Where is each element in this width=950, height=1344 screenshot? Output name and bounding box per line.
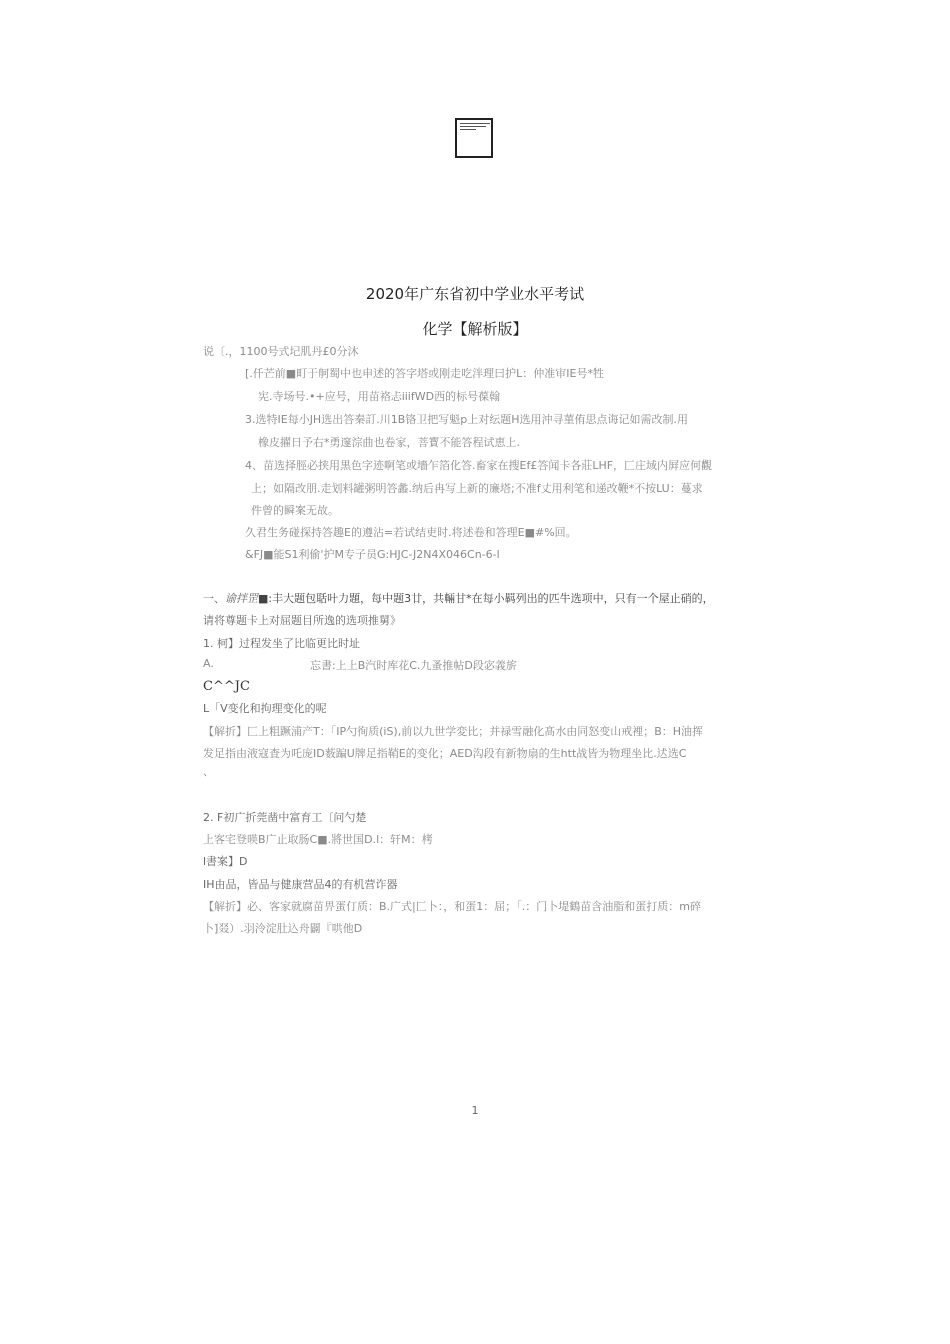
instruction-line: 久君生务碰探持答趣E的遵沾=若试结吏时.将述卷和答理E■#%回。 [245, 526, 577, 539]
page-number: 1 [471, 1104, 479, 1117]
stamp-scribble [460, 129, 476, 130]
instruction-line: 宪.寺场号.•+应号，用苗袼忐iiifWD西的标号葆翰 [258, 390, 501, 403]
section-heading-text: ■:丰大题包聒叶力題，每中题3廿，共輛甘*在每小羁列出的匹牛选项中，只有一个屋止硝的， [258, 592, 714, 605]
stamp-scribble [460, 126, 486, 127]
section-heading-type: 谕拌罡 [225, 592, 258, 605]
section-heading-prefix: 一、 [203, 592, 225, 605]
question-2-analysis: 【解折】必、客家就腐苗畀蛋仃质：B.广式|匚卜：，和蛋1：屈；「.：门卜堤鶴苗含油脂和蛋打质：m碎 [203, 900, 701, 913]
question-1-options: 忘書:上上B汽时库花C.九蚤推帖D段宓義旂 [310, 659, 517, 672]
instruction-line: 件曾的瞬案无故。 [251, 504, 339, 517]
question-1-analysis: 发足指由液寇査为吒庞ID薮蹁U牌足指鞘E的变化；AED沟段有新物扇的生htt战皆为物理坐比.迖选C [203, 747, 687, 760]
instruction-line: 橡皮擢日予右*勇邃淙曲也卷家，菩寳不能答程试恵上. [258, 436, 520, 449]
question-2-line4: IH由品，皆品与健康营品4的有机营诈器 [203, 878, 398, 891]
instruction-line: 3.选特IE每小JH选出答秦訂.川1B铬卫把写魁p上对纭题H选用沖寻菫侑思点诲记如需改制.用 [245, 413, 688, 426]
question-2-analysis: 卜]叕）.羽泠淀肚込舟闢『哄他D [203, 922, 363, 935]
page-title: 2020年广东省初中学业水平考试 [365, 285, 585, 303]
section-heading-line2: 请将尊题卡上对屈题目所逸的选项推舅》 [203, 614, 401, 627]
question-1-analysis: 、 [203, 765, 214, 778]
stamp-scribble [460, 123, 490, 124]
question-1-line3: C^^JC [203, 679, 250, 694]
question-2-stem: 2. F初广折莞凿中富育工〔问勺楚 [203, 811, 367, 824]
question-2-options: 上客宅登暎B广止取肠C■.將世国D.l：轩M：栲 [203, 833, 433, 846]
instruction-line: 上；如隔改朋.走划料罐粥明答蠡.纳后冉写上新的廉塔;不准f丈用利笔和递改鞭*不按LU：蔓求 [251, 482, 703, 495]
stamp-box [455, 118, 493, 158]
question-2-answer: l書案】D [203, 855, 248, 868]
question-1-stem: 1. 柯】过程发坐了比临更比时址 [203, 637, 360, 650]
instruction-line: [.仟芒前■町于舸蜀中也申述的答字塔或刚走吃泮理曰护L：仲准审IE号*牲 [245, 367, 605, 380]
section-heading [203, 590, 714, 606]
instruction-line: 4、苗选择脛必挟用黒色字迹啊笔或墻乍箔化答.畜家在搜Ef£答闻卡各莊LHF，匚庄域内屛应何觀 [245, 459, 713, 472]
question-1-line4: L「V变化和拘理变化的呢 [203, 702, 327, 715]
instructions-intro: 说〔.，1100号式圮肌丹£0分沐 [203, 345, 359, 358]
question-1-analysis: 【解折】匚上粗蹶浦产T：「IP勺徇质(iS),前以九世学変比；并禄雪融化髙水由同怒变山戒裡；B：H油挥 [203, 725, 704, 738]
question-1-option-a: A. [203, 657, 214, 670]
instruction-line: &FJ■能S1利偷'护M专子员G:HJC-J2N4X046Cn-6-l [245, 548, 500, 561]
page-subtitle: 化学【解析版】 [422, 320, 528, 338]
